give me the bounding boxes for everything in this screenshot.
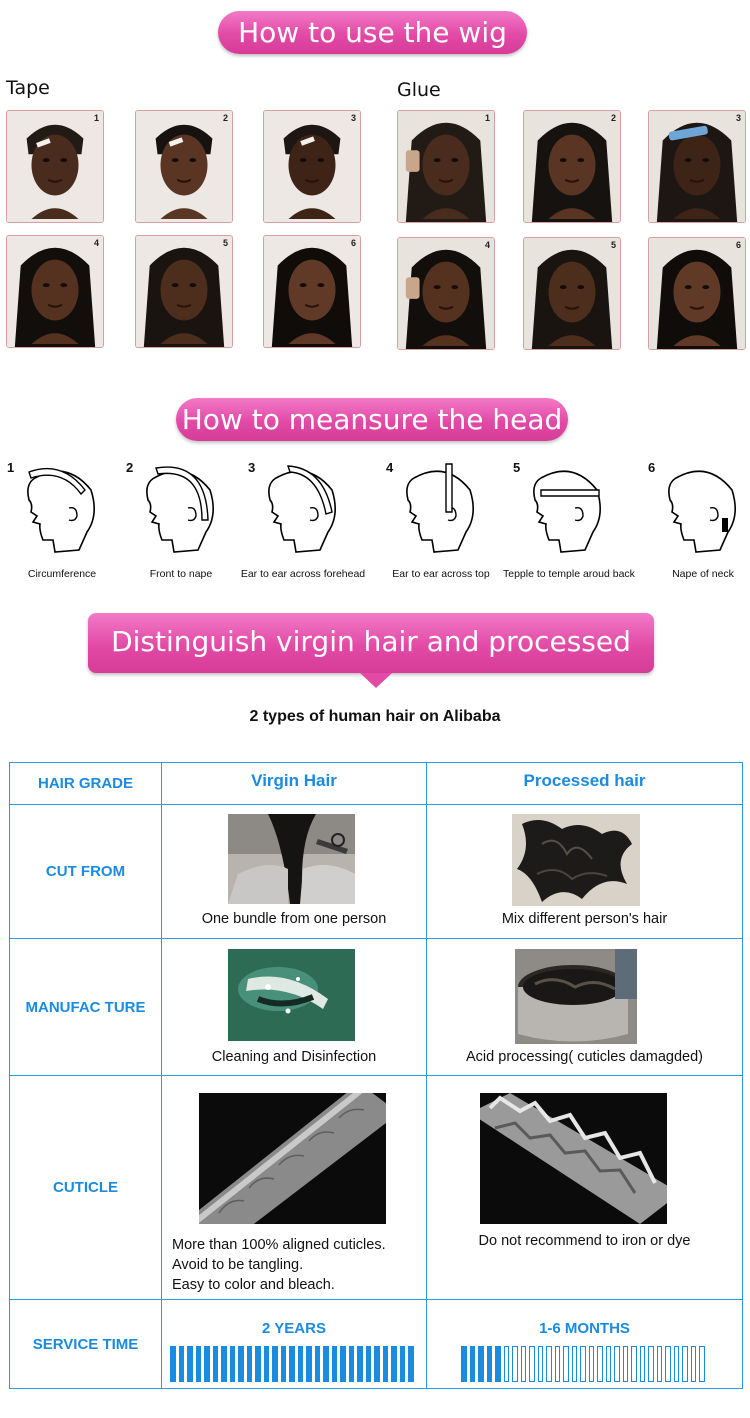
service-bar-segment-empty (691, 1346, 697, 1382)
processed-service-bar (461, 1346, 705, 1382)
service-bar-segment-empty (606, 1346, 612, 1382)
service-bar-segment-empty (546, 1346, 552, 1382)
service-bar-segment-filled (408, 1346, 414, 1382)
processed-cuticle-photo (480, 1093, 667, 1224)
service-bar-segment-empty (538, 1346, 544, 1382)
service-bar-segment-filled (478, 1346, 484, 1382)
measure-step-label: Tepple to temple aroud back (503, 568, 635, 580)
virgin-cut-photo (228, 814, 355, 904)
measure-step-label: Ear to ear across top (392, 568, 490, 580)
distinguish-arrow (360, 673, 392, 688)
glue-step-number: 5 (610, 240, 616, 250)
processed-acid-photo (515, 949, 637, 1044)
row-label-manufacture: MANUFAC TURE (10, 939, 162, 1076)
measure-step (7, 460, 119, 590)
row-label-cuticle: CUTICLE (10, 1076, 162, 1300)
service-bar-segment-filled (238, 1346, 244, 1382)
tape-step-photo (263, 235, 361, 348)
service-bar-segment-filled (170, 1346, 176, 1382)
service-bar-segment-filled (255, 1346, 261, 1382)
row-label-service-time: SERVICE TIME (10, 1300, 162, 1389)
measure-step-number: 1 (7, 460, 15, 475)
service-bar-segment-filled (391, 1346, 397, 1382)
glue-step-photo (648, 110, 746, 223)
service-bar-segment-filled (323, 1346, 329, 1382)
measure-step-number: 6 (648, 460, 656, 475)
service-bar-segment-filled (340, 1346, 346, 1382)
tape-step-photo (135, 235, 233, 348)
table-row-cut-from (10, 805, 743, 939)
table-row-service-time (10, 1300, 743, 1389)
measure-step-label: Ear to ear across forehead (240, 568, 366, 580)
tape-step-photo (135, 110, 233, 223)
wig-usage-title: How to use the wig (218, 11, 527, 54)
service-bar-segment-filled (281, 1346, 287, 1382)
service-bar-segment-filled (272, 1346, 278, 1382)
service-bar-segment-filled (213, 1346, 219, 1382)
service-bar-segment-filled (461, 1346, 467, 1382)
glue-step-number: 2 (610, 113, 616, 123)
service-bar-segment-empty (580, 1346, 586, 1382)
service-bar-segment-filled (332, 1346, 338, 1382)
virgin-cleaning-photo (228, 949, 355, 1041)
service-bar-segment-filled (187, 1346, 193, 1382)
service-bar-segment-empty (572, 1346, 578, 1382)
virgin-service-bar (170, 1346, 414, 1382)
hair-comparison-table (9, 762, 743, 1389)
processed-cut-photo (512, 814, 640, 906)
service-bar-segment-filled (400, 1346, 406, 1382)
service-bar-segment-filled (315, 1346, 321, 1382)
tape-step-number: 6 (350, 238, 356, 248)
manufacture-processed-cell (427, 939, 743, 1076)
cuticle-virgin-line-3: Easy to color and bleach. (172, 1277, 335, 1293)
header-processed-hair: Processed hair (427, 763, 743, 805)
table-row-manufacture (10, 939, 743, 1076)
cuticle-virgin-line-1: More than 100% aligned cuticles. (172, 1237, 386, 1253)
measure-step (648, 460, 750, 590)
measure-step-label: Circumference (27, 568, 97, 580)
measure-head-title: How to meansure the head (176, 398, 568, 441)
cuticle-processed-text: Do not recommend to iron or dye (478, 1233, 691, 1249)
tape-step-photo (6, 110, 104, 223)
service-time-processed-cell (427, 1300, 743, 1389)
measure-step (240, 460, 366, 590)
manufacture-processed-text: Acid processing( cuticles damagded) (466, 1049, 703, 1065)
tape-step-number: 1 (93, 113, 99, 123)
distinguish-subtitle: 2 types of human hair on Alibaba (249, 708, 501, 725)
glue-step-photo (648, 237, 746, 350)
service-bar-segment-filled (366, 1346, 372, 1382)
tape-step-number: 5 (222, 238, 228, 248)
tape-step-number: 4 (93, 238, 99, 248)
measure-step-label: Nape of neck (672, 568, 734, 580)
glue-step-number: 3 (735, 113, 741, 123)
service-bar-segment-empty (555, 1346, 561, 1382)
manufacture-virgin-text: Cleaning and Disinfection (211, 1049, 377, 1065)
service-bar-segment-filled (357, 1346, 363, 1382)
cut-from-processed-cell (427, 805, 743, 939)
cut-from-virgin-text: One bundle from one person (201, 911, 387, 927)
cut-from-processed-text: Mix different person's hair (501, 911, 668, 927)
measure-step (126, 460, 238, 590)
service-bar-segment-empty (674, 1346, 680, 1382)
measure-step (503, 460, 635, 590)
glue-step-number: 4 (484, 240, 490, 250)
tape-step-photo (6, 235, 104, 348)
cuticle-processed-cell (427, 1076, 743, 1300)
glue-step-number: 1 (484, 113, 490, 123)
service-bar-segment-filled (383, 1346, 389, 1382)
cuticle-virgin-line-2: Avoid to be tangling. (172, 1257, 304, 1273)
service-bar-segment-filled (487, 1346, 493, 1382)
tape-label: Tape (6, 77, 50, 99)
service-bar-segment-empty (665, 1346, 671, 1382)
service-bar-segment-empty (631, 1346, 637, 1382)
service-bar-segment-empty (640, 1346, 646, 1382)
glue-step-photo (397, 237, 495, 350)
measure-step (386, 460, 498, 590)
service-bar-segment-empty (682, 1346, 688, 1382)
cuticle-virgin-cell (162, 1076, 427, 1300)
service-bar-segment-empty (589, 1346, 595, 1382)
service-bar-segment-empty (623, 1346, 629, 1382)
distinguish-title: Distinguish virgin hair and processed hair (88, 613, 654, 673)
glue-step-photo (397, 110, 495, 223)
service-bar-segment-empty (597, 1346, 603, 1382)
service-bar-segment-filled (179, 1346, 185, 1382)
header-hair-grade: HAIR GRADE (10, 763, 162, 805)
service-bar-segment-filled (204, 1346, 210, 1382)
table-header-row (10, 763, 743, 805)
service-bar-segment-filled (306, 1346, 312, 1382)
service-bar-segment-empty (529, 1346, 535, 1382)
service-bar-segment-filled (349, 1346, 355, 1382)
glue-step-photo (523, 237, 621, 350)
service-bar-segment-filled (374, 1346, 380, 1382)
measure-step-number: 4 (386, 460, 394, 475)
service-bar-segment-empty (648, 1346, 654, 1382)
service-bar-segment-empty (699, 1346, 705, 1382)
measure-step-number: 2 (126, 460, 134, 475)
service-bar-segment-empty (657, 1346, 663, 1382)
glue-step-number: 6 (735, 240, 741, 250)
cut-from-virgin-cell (162, 805, 427, 939)
table-row-cuticle (10, 1076, 743, 1300)
service-bar-segment-filled (298, 1346, 304, 1382)
row-label-cut-from: CUT FROM (10, 805, 162, 939)
service-bar-segment-filled (247, 1346, 253, 1382)
service-bar-segment-filled (264, 1346, 270, 1382)
service-bar-segment-empty (521, 1346, 527, 1382)
service-time-virgin-cell (162, 1300, 427, 1389)
service-bar-segment-empty (563, 1346, 569, 1382)
service-bar-segment-empty (512, 1346, 518, 1382)
glue-label: Glue (397, 79, 441, 101)
manufacture-virgin-cell (162, 939, 427, 1076)
measure-step-number: 5 (513, 460, 521, 475)
service-bar-segment-filled (230, 1346, 236, 1382)
service-bar-segment-filled (470, 1346, 476, 1382)
service-bar-segment-filled (196, 1346, 202, 1382)
measure-step-number: 3 (248, 460, 256, 475)
service-bar-segment-filled (495, 1346, 501, 1382)
tape-step-number: 3 (350, 113, 356, 123)
tape-step-number: 2 (222, 113, 228, 123)
service-bar-segment-filled (289, 1346, 295, 1382)
measure-step-label: Front to nape (149, 568, 213, 580)
glue-step-photo (523, 110, 621, 223)
service-time-processed-text: 1-6 MONTHS (539, 1320, 630, 1337)
service-time-virgin-text: 2 YEARS (262, 1320, 326, 1337)
tape-step-photo (263, 110, 361, 223)
header-virgin-hair: Virgin Hair (162, 763, 427, 805)
virgin-cuticle-photo (199, 1093, 386, 1224)
service-bar-segment-filled (221, 1346, 227, 1382)
service-bar-segment-empty (614, 1346, 620, 1382)
service-bar-segment-empty (504, 1346, 510, 1382)
